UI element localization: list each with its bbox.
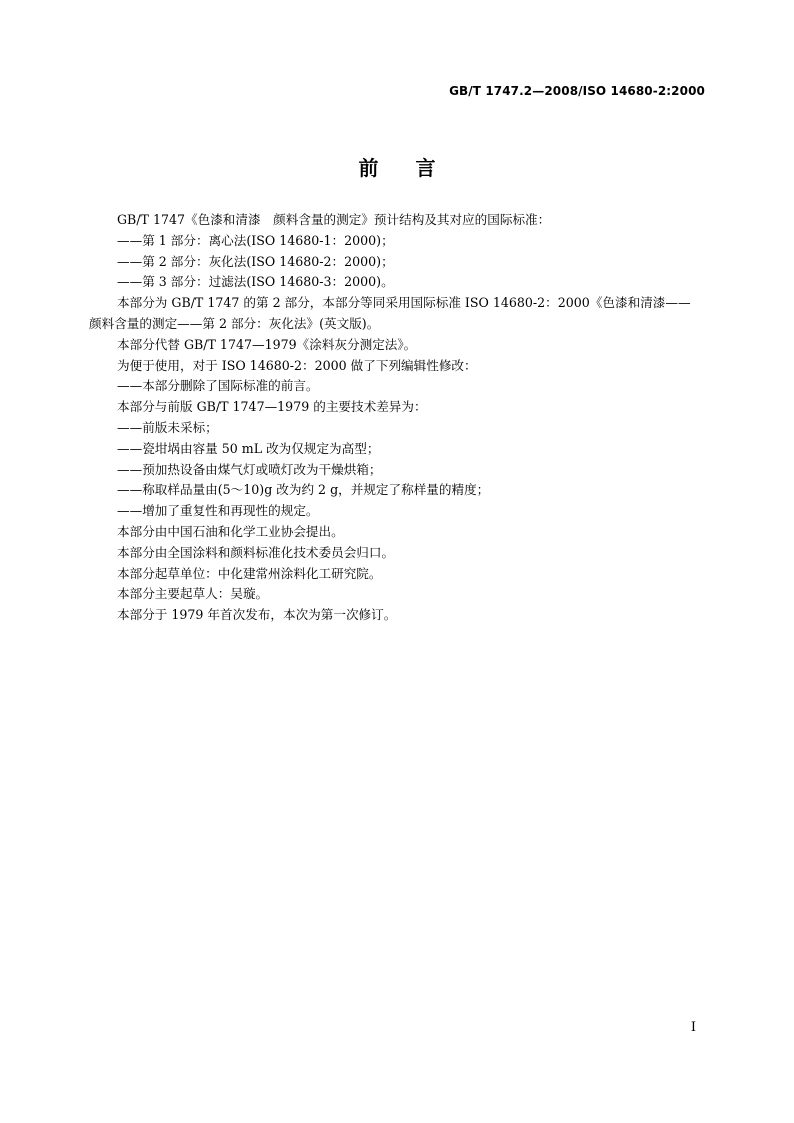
paragraph: 本部分主要起草人：吴璇。 xyxy=(117,586,269,602)
list-item: ——第 2 部分：灰化法(ISO 14680-2：2000)； xyxy=(117,253,394,269)
list-item: ——第 3 部分：过滤法(ISO 14680-3：2000)。 xyxy=(117,274,394,290)
standard-code-header: GB/T 1747.2—2008/ISO 14680-2:2000 xyxy=(449,84,705,98)
list-item: ——前版未采标； xyxy=(117,419,218,435)
foreword-body xyxy=(89,210,707,626)
paragraph: GB/T 1747《色漆和清漆 颜料含量的测定》预计结构及其对应的国际标准： xyxy=(117,212,551,227)
paragraph: 本部分代替 GB/T 1747—1979《涂料灰分测定法》。 xyxy=(117,336,417,352)
paragraph: 本部分由中国石油和化学工业协会提出。 xyxy=(117,523,344,539)
paragraph: 本部分由全国涂料和颜料标准化技术委员会归口。 xyxy=(117,544,395,560)
page-number: I xyxy=(690,1020,696,1035)
list-item: ——称取样品量由(5～10)g 改为约 2 g，并规定了称样量的精度； xyxy=(117,482,490,498)
paragraph-continuation: 颜料含量的测定——第 2 部分：灰化法》(英文版)。 xyxy=(89,315,380,331)
paragraph: 本部分与前版 GB/T 1747—1979 的主要技术差异为： xyxy=(117,399,427,415)
paragraph: 本部分起草单位：中化建常州涂料化工研究院。 xyxy=(117,565,382,581)
list-item: ——预加热设备由煤气灯或喷灯改为干燥烘箱； xyxy=(117,461,382,477)
list-item: ——瓷坩埚由容量 50 mL 改为仅规定为高型； xyxy=(117,440,380,456)
paragraph: 为便于使用，对于 ISO 14680-2：2000 做了下列编辑性修改： xyxy=(117,357,477,373)
list-item: ——本部分删除了国际标准的前言。 xyxy=(117,378,319,394)
page-title: 前言 xyxy=(358,156,473,180)
list-item: ——第 1 部分：离心法(ISO 14680-1：2000)； xyxy=(117,232,394,248)
paragraph: 本部分为 GB/T 1747 的第 2 部分，本部分等同采用国际标准 ISO 14680-2：2000《色漆和清漆—— xyxy=(117,295,691,311)
list-item: ——增加了重复性和再现性的规定。 xyxy=(117,503,319,519)
paragraph: 本部分于 1979 年首次发布，本次为第一次修订。 xyxy=(117,607,397,623)
